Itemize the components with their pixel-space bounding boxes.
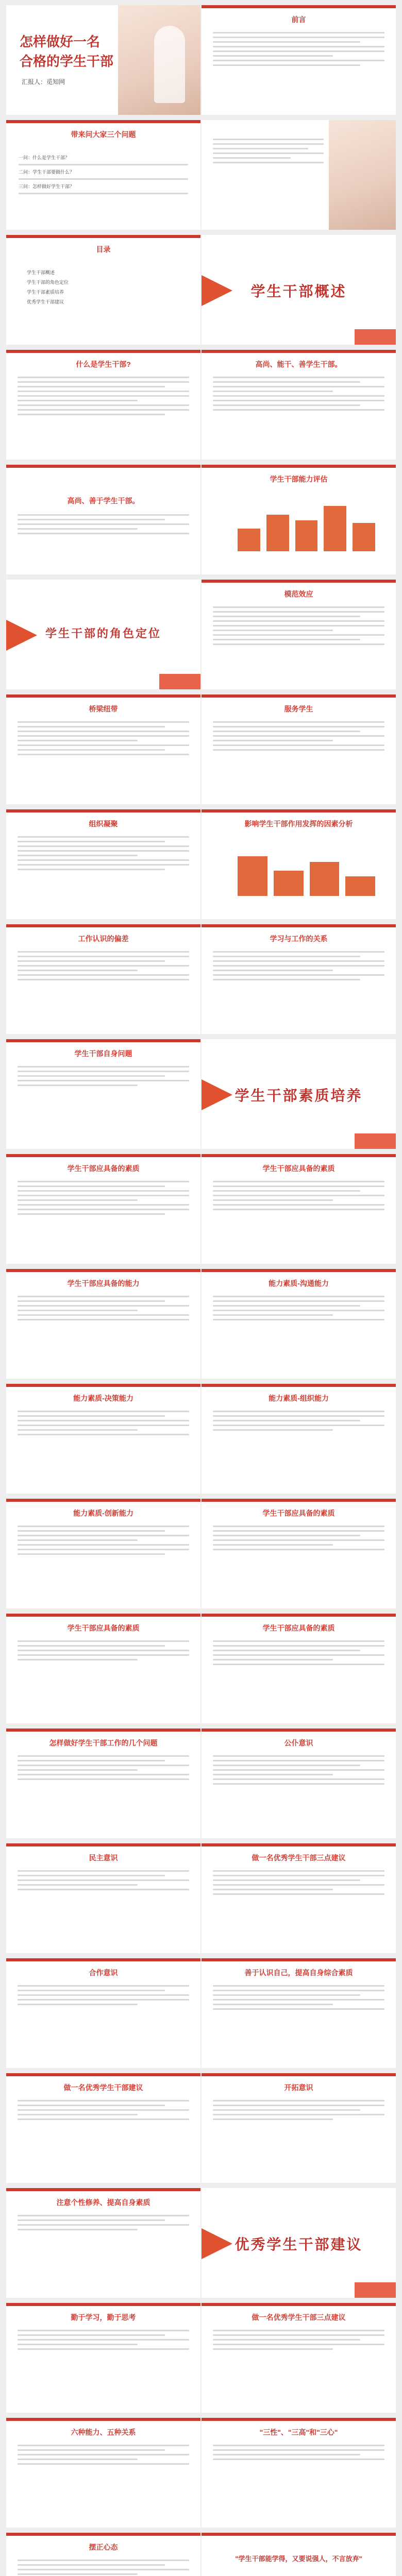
question-3: 三问：怎样做好学生干部？ (19, 184, 75, 189)
role2-title: 服务学生 (284, 705, 313, 713)
ability4-title: 能力素质-创新能力 (73, 1509, 133, 1517)
cover-photo (118, 5, 200, 115)
qual3-title: 学生干部应具备的能力 (67, 1279, 140, 1287)
cover-reporter: 汇报人：觅知网 (22, 78, 65, 86)
note-slide (6, 2188, 200, 2298)
cond1-slide (202, 1499, 396, 1608)
rank-slide (202, 580, 396, 689)
toc-slide (6, 235, 200, 345)
three-slide (202, 350, 396, 460)
mind-slide (6, 2533, 200, 2576)
cond2-slide (6, 1614, 200, 1723)
mind-title: 摆正心态 (89, 2543, 118, 2551)
cover-slide (6, 5, 200, 115)
rel3-title: 学生干部自身问题 (74, 1049, 132, 1058)
open-title: 开拓意识 (284, 2083, 313, 2092)
open-slide (202, 2073, 396, 2183)
section2-title: 学生干部的角色定位 (45, 627, 161, 640)
democracy-title: 民主意识 (89, 1854, 118, 1862)
three-title: 高尚、能干、善学生干部。 (255, 360, 342, 368)
good-title: 做一名优秀学生干部三点建议 (252, 2313, 346, 2321)
toc-item-3[interactable]: 学生干部素质培养 (27, 290, 64, 295)
good-slide (202, 2303, 396, 2413)
rel1-title: 工作认识的偏差 (78, 935, 129, 943)
influence-slide (202, 809, 396, 919)
section2-slide (6, 580, 200, 689)
exemplar1-title: 做一名优秀学生干部三点建议 (252, 1854, 346, 1862)
what-is-slide (6, 350, 200, 460)
exemplar2-slide (6, 2073, 200, 2183)
cooperate-slide (6, 1958, 200, 2068)
courage-slide (202, 1958, 396, 2068)
qual2-title: 学生干部应具备的素质 (262, 1164, 335, 1173)
influence-title: 影响学生干部作用发挥的因素分析 (244, 820, 353, 828)
toc-title: 目录 (96, 245, 111, 253)
role1-slide (6, 694, 200, 804)
rel1-slide (6, 924, 200, 1034)
role3-slide (6, 809, 200, 919)
cond3-slide (202, 1614, 396, 1723)
cond2-title: 学生干部应具备的素质 (67, 1624, 140, 1632)
ability1-title: 能力素质-沟通能力 (269, 1279, 329, 1287)
power-slide (6, 2418, 200, 2528)
ability4-slide (6, 1499, 200, 1608)
study-slide (6, 2303, 200, 2413)
courage-title: 善于认识自己，提高自身综合素质 (244, 1969, 353, 1977)
questions-slide (6, 120, 200, 230)
rel3-slide (6, 1039, 200, 1149)
qual3-slide (6, 1269, 200, 1379)
power-title: 六种能力、五种关系 (71, 2428, 136, 2436)
intro-slide (202, 5, 396, 115)
cover-title-line1: 怎样做好一名 (20, 34, 100, 49)
serve-title: 高尚、善于学生干部。 (67, 497, 140, 505)
team-quote: "学生干部能学得，又要说强人，不言放弃" (235, 2555, 362, 2563)
serve-slide (6, 465, 200, 574)
note-title: 注意个性修养、提高自身素质 (56, 2198, 150, 2207)
role2-slide (202, 694, 396, 804)
section1-title: 学生干部概述 (250, 283, 347, 299)
teacher-photo (329, 120, 396, 230)
ability1-slide (202, 1269, 396, 1379)
cover-title-line2: 合格的学生干部 (20, 54, 114, 69)
cooperate-title: 合作意识 (89, 1969, 118, 1977)
section4-slide (202, 2188, 396, 2298)
cond3-title: 学生干部应具备的素质 (262, 1624, 335, 1632)
ability2-title: 能力素质-决策能力 (73, 1394, 133, 1402)
ability3-title: 能力素质-组织能力 (269, 1394, 329, 1402)
section3-title: 学生干部素质培养 (234, 1088, 363, 1104)
teacher-slide (202, 120, 396, 230)
cover-title (20, 32, 113, 71)
study-title: 勤于学习，勤于思考 (71, 2313, 136, 2321)
chart-slide (202, 465, 396, 574)
role3-title: 组织凝聚 (89, 820, 118, 828)
exemplar1-slide (202, 1843, 396, 1953)
rank-title: 模范效应 (284, 590, 313, 598)
what-is-title: 什么是学生干部? (76, 360, 131, 368)
team-slide (202, 2533, 396, 2576)
exemplar2-title: 做一名优秀学生干部建议 (63, 2083, 143, 2092)
qual1-slide (6, 1154, 200, 1264)
ability-chart (217, 489, 380, 562)
intro-title: 前言 (291, 15, 306, 24)
expect1-slide (202, 2418, 396, 2528)
toc-item-2[interactable]: 学生干部的角色定位 (27, 280, 69, 285)
influence-chart (217, 834, 380, 906)
rel2-title: 学习与工作的关系 (270, 935, 328, 943)
democracy-slide (6, 1843, 200, 1953)
toc-item-4[interactable]: 优秀学生干部建议 (27, 299, 64, 304)
chart-title: 学生干部能力评估 (270, 475, 328, 483)
do-well-title: 怎样做好学生干部工作的几个问题 (49, 1739, 158, 1747)
question-2: 二问：学生干部要做什么？ (19, 170, 75, 175)
cond1-title: 学生干部应具备的素质 (262, 1509, 335, 1517)
questions-title: 带来问大家三个问题 (71, 130, 136, 139)
toc-item-1[interactable]: 学生干部概述 (27, 270, 55, 275)
question-1: 一问：什么是学生干部？ (19, 155, 70, 160)
role1-title: 桥梁纽带 (89, 705, 118, 713)
ability3-slide (202, 1384, 396, 1494)
qual2-slide (202, 1154, 396, 1264)
section3-slide (202, 1039, 396, 1149)
ability2-slide (6, 1384, 200, 1494)
do-well-slide (6, 1728, 200, 1838)
rel2-slide (202, 924, 396, 1034)
section1-slide (202, 235, 396, 345)
qual1-title: 学生干部应具备的素质 (67, 1164, 140, 1173)
section4-title: 优秀学生干部建议 (234, 2236, 363, 2252)
public-slide (202, 1728, 396, 1838)
expect1-title: "三性"、"三高"和"三心" (259, 2428, 338, 2436)
public-title: 公仆意识 (284, 1739, 313, 1747)
